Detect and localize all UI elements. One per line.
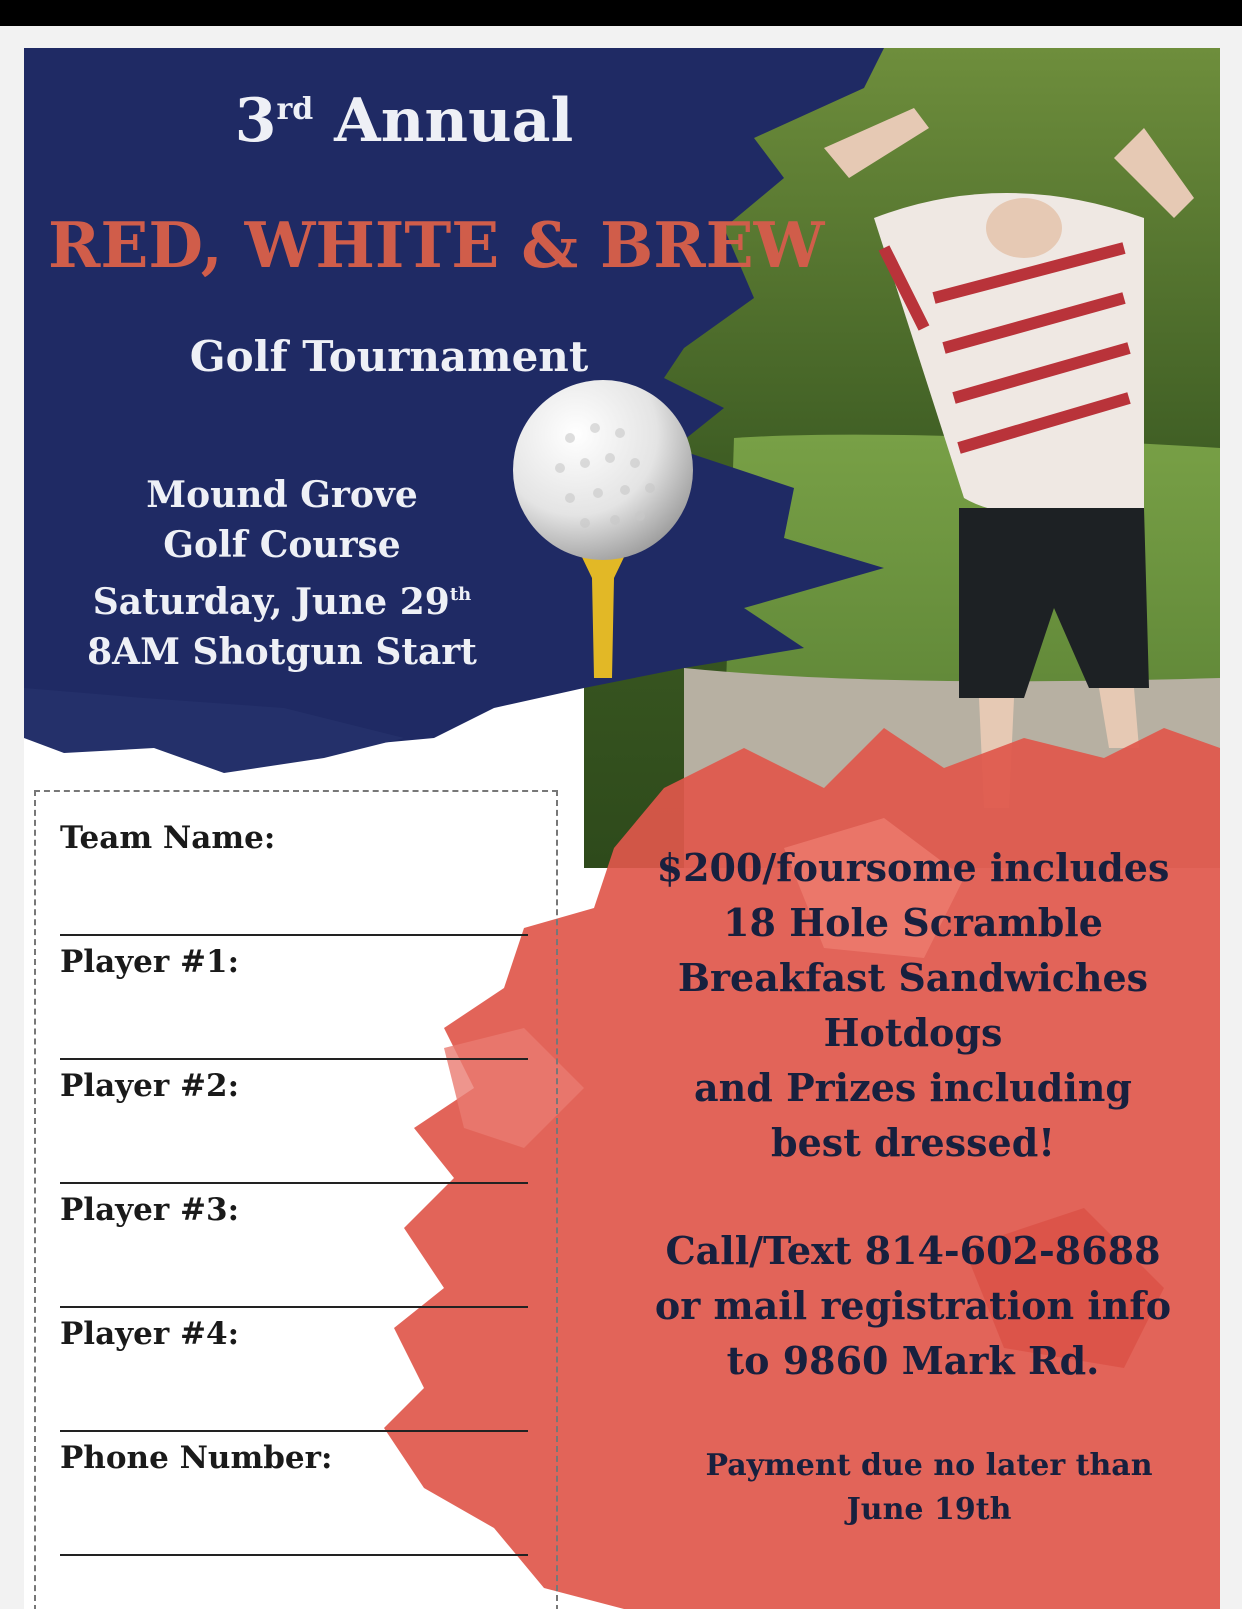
contact-line: Call/Text 814-602-8688 (665, 1228, 1161, 1273)
player-2-label: Player #2: (60, 1068, 240, 1104)
edition-heading (24, 86, 784, 156)
team-name-label: Team Name: (60, 820, 276, 856)
player-4-label: Player #4: (60, 1316, 240, 1352)
package-line: Breakfast Sandwiches (677, 955, 1149, 1000)
venue-line-1: Mound Grove (146, 474, 418, 516)
blue-paint-background (24, 48, 924, 788)
venue-line-2: Golf Course (163, 524, 401, 566)
phone-number-label: Phone Number: (60, 1440, 333, 1476)
payment-line: June 19th (846, 1492, 1012, 1527)
edition-word: Annual (334, 86, 574, 156)
phone-number-line[interactable] (60, 1554, 528, 1556)
package-line: $200/foursome includes (656, 845, 1170, 890)
player-3-line[interactable] (60, 1306, 528, 1308)
payment-line: Payment due no later than (705, 1448, 1153, 1483)
event-title: RED, WHITE & BREW (48, 208, 825, 282)
edition-number: 3 (234, 86, 277, 156)
player-1-line[interactable] (60, 1058, 528, 1060)
event-details (24, 470, 540, 677)
package-line: Hotdogs (823, 1010, 1003, 1055)
golf-tee-icon (580, 553, 626, 678)
event-subtitle: Golf Tournament (189, 332, 589, 381)
package-line: 18 Hole Scramble (723, 900, 1103, 945)
event-date: Saturday, June 29th (92, 581, 472, 623)
tournament-flyer (24, 48, 1220, 1609)
player-4-line[interactable] (60, 1430, 528, 1432)
package-line: best dressed! (771, 1120, 1055, 1165)
edition-suffix: rd (276, 92, 314, 127)
package-details (620, 840, 1206, 1170)
registration-form (34, 790, 558, 1609)
contact-info (620, 1223, 1206, 1388)
player-3-label: Player #3: (60, 1192, 240, 1228)
payment-deadline (644, 1444, 1214, 1532)
player-1-label: Player #1: (60, 944, 240, 980)
player-2-line[interactable] (60, 1182, 528, 1184)
screenshot-frame (0, 26, 1242, 1609)
start-time: 8AM Shotgun Start (87, 631, 477, 673)
package-line: and Prizes including (694, 1065, 1132, 1110)
contact-line: to 9860 Mark Rd. (726, 1338, 1100, 1383)
contact-line: or mail registration info (654, 1283, 1172, 1328)
team-name-line[interactable] (60, 934, 528, 936)
